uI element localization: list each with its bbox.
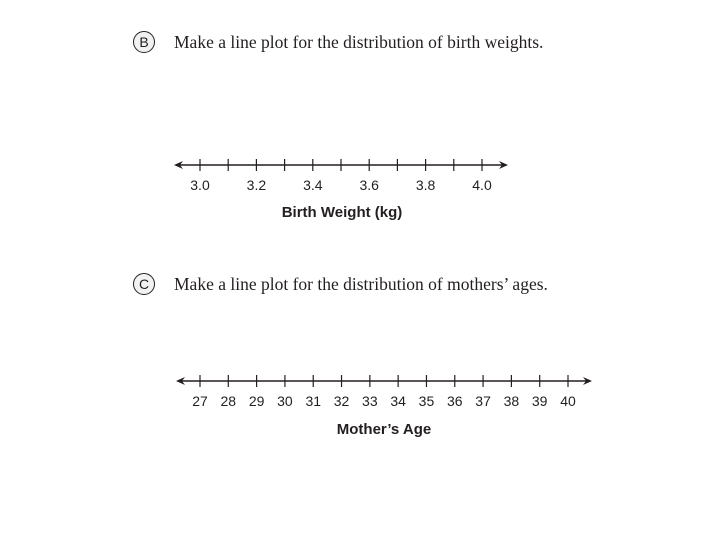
tick-label: 35 xyxy=(418,393,435,409)
tick-label: 34 xyxy=(390,393,406,409)
tick-label: 39 xyxy=(531,393,548,409)
tick-label: 29 xyxy=(248,393,265,409)
tick-label: 3.0 xyxy=(190,177,210,193)
tick-label: 36 xyxy=(446,393,463,409)
question-c-text: Make a line plot for the distribution of mothers’ ages. xyxy=(174,273,548,294)
tick-label: 31 xyxy=(305,393,322,409)
tick-label: 40 xyxy=(560,393,576,409)
question-b-letter-badge: B xyxy=(133,31,155,53)
tick-label: 30 xyxy=(277,393,293,409)
tick-label: 4.0 xyxy=(472,177,492,193)
question-c-letter-badge: C xyxy=(133,273,155,295)
tick-label: 28 xyxy=(220,393,237,409)
axis-title: Mother’s Age xyxy=(336,421,432,438)
tick-label: 38 xyxy=(503,393,520,409)
tick-label: 3.2 xyxy=(246,177,267,193)
tick-label: 32 xyxy=(333,393,350,409)
tick-label: 27 xyxy=(192,393,208,409)
tick-label: 37 xyxy=(475,393,491,409)
question-b-text: Make a line plot for the distribution of birth weights. xyxy=(174,31,544,52)
tick-label: 3.6 xyxy=(359,177,379,193)
axis-title: Birth Weight (kg) xyxy=(281,204,403,221)
tick-label: 3.4 xyxy=(303,177,323,193)
tick-label: 33 xyxy=(362,393,378,409)
tick-label: 3.8 xyxy=(415,177,436,193)
birth-weight-number-line xyxy=(0,0,720,240)
question-c xyxy=(133,273,548,295)
mothers-age-number-line xyxy=(0,300,720,500)
